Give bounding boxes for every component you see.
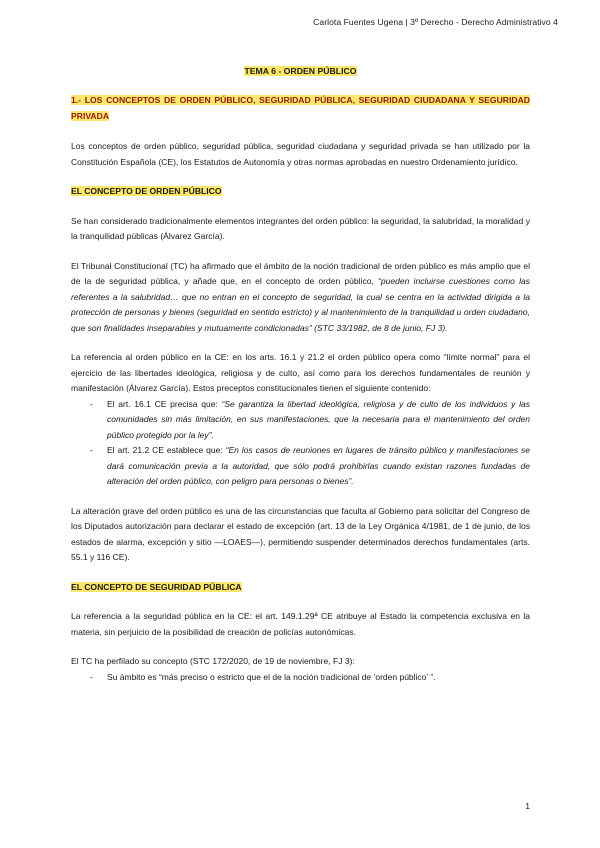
article-21-quote: “En los casos de reuniones en lugares de tránsito público y manifestaciones se dará comunicación previa a la autoridad, que sólo podrá prohibirlas cuando existan razones fundadas de alteración del orden público, con peligro para personas o bienes”. <box>107 445 530 486</box>
orden-publico-paragraph-4: La alteración grave del orden público es una de las circunstancias que faculta al Gobierno para solicitar del Congreso de los Diputados autorización para declarar el estado de excepción (art. 13 de la Ley Orgánica 4/1981, de 1 de junio, de los estados de alarma, excepción y sitio —LOAES—), permitiendo suspender determinados derechos fundamentales (arts. 55.1 y 116 CE). <box>71 505 530 562</box>
orden-publico-paragraph-2 <box>71 259 530 337</box>
running-header: Carlota Fuentes Ugena | 3º Derecho - Derecho Administrativo 4 <box>313 17 558 27</box>
article-16-quote: “Se garantiza la libertad ideológica, religiosa y de culto de los individuos y las comunidades sin más limitación, en sus manifestaciones, que la necesaria para el mantenimiento del orden público protegido por la ley”. <box>107 398 530 440</box>
list-item: - Su ámbito es “más preciso o estricto que el de la noción tradicional de ‘orden público’ ”. <box>71 670 530 686</box>
seguridad-publica-heading-text: EL CONCEPTO DE SEGURIDAD PÚBLICA <box>71 581 242 592</box>
page-number: 1 <box>525 801 530 811</box>
tc-definition-text: El Tribunal Constitucional (TC) ha afirmado que el ámbito de la noción tradicional de orden público es más amplio que el de la de seguridad pública, y añade que, en el concepto de orden público, <box>71 260 530 286</box>
section-1-heading <box>71 93 530 124</box>
page-content <box>71 64 530 685</box>
list-item <box>71 397 530 444</box>
section-1-heading-text: 1.- LOS CONCEPTOS DE ORDEN PÚBLICO, SEGURIDAD PÚBLICA, SEGURIDAD CIUDADANA Y SEGURIDAD PRIVADA <box>71 95 530 121</box>
orden-publico-heading-text: EL CONCEPTO DE ORDEN PÚBLICO <box>71 186 222 196</box>
orden-publico-paragraph-1: Se han considerado tradicionalmente elementos integrantes del orden público: la seguridad, la salubridad, la moralidad y la tranquilidad públicas (Álvarez García). <box>71 215 530 241</box>
seguridad-publica-list <box>71 670 530 686</box>
document-title-text: TEMA 6 - ORDEN PÚBLICO <box>244 66 357 76</box>
seguridad-publica-paragraph-1: La referencia a la seguridad pública en la CE: el art. 149.1.29ª CE atribuye al Estado la competencia exclusiva en la materia, sin perjuicio de la posibilidad de creación de policías autonómicas. <box>71 611 530 637</box>
tc-definition-reference: (STC 33/1982, de 8 de junio, FJ 3). <box>311 322 448 333</box>
seguridad-publica-heading <box>71 580 530 596</box>
article-16-lead: El art. 16.1 CE precisa que: <box>107 398 222 409</box>
orden-publico-heading <box>71 184 530 200</box>
section-1-paragraph: Los conceptos de orden público, seguridad pública, seguridad ciudadana y seguridad privada se han utilizado por la Constitución Española (CE), los Estatutos de Autonomía y otras normas aprobadas en nuestro Ordenamiento jurídico. <box>71 141 530 167</box>
list-item <box>71 443 530 490</box>
article-21-lead: El art. 21.2 CE establece que: <box>107 445 226 455</box>
tc-definition-quote: “pueden incluirse cuestiones como las referentes a la salubridad… que no entran en el concepto de seguridad, la cual se centra en la actividad dirigida a la protección de personas y bienes (seguridad en sentido estricto) y al mantenimiento de la tranquilidad u orden ciudadano, que son finalidades inseparables y mutuamente condicionadas” <box>71 276 530 333</box>
constitution-articles-list <box>71 397 530 490</box>
document-title <box>71 64 530 79</box>
seguridad-publica-paragraph-2: El TC ha perfilado su concepto (STC 172/2020, de 19 de noviembre, FJ 3): <box>71 656 355 666</box>
orden-publico-paragraph-3: La referencia al orden público en la CE: en los arts. 16.1 y 21.2 el orden público opera como “límite normal” para el ejercicio de las libertades ideológica, religiosa y de culto, así como para los derechos fundamentales de reunión y manifestación (Álvarez García). Estos preceptos constitucionales tienen el siguiente contenido: <box>71 352 530 393</box>
